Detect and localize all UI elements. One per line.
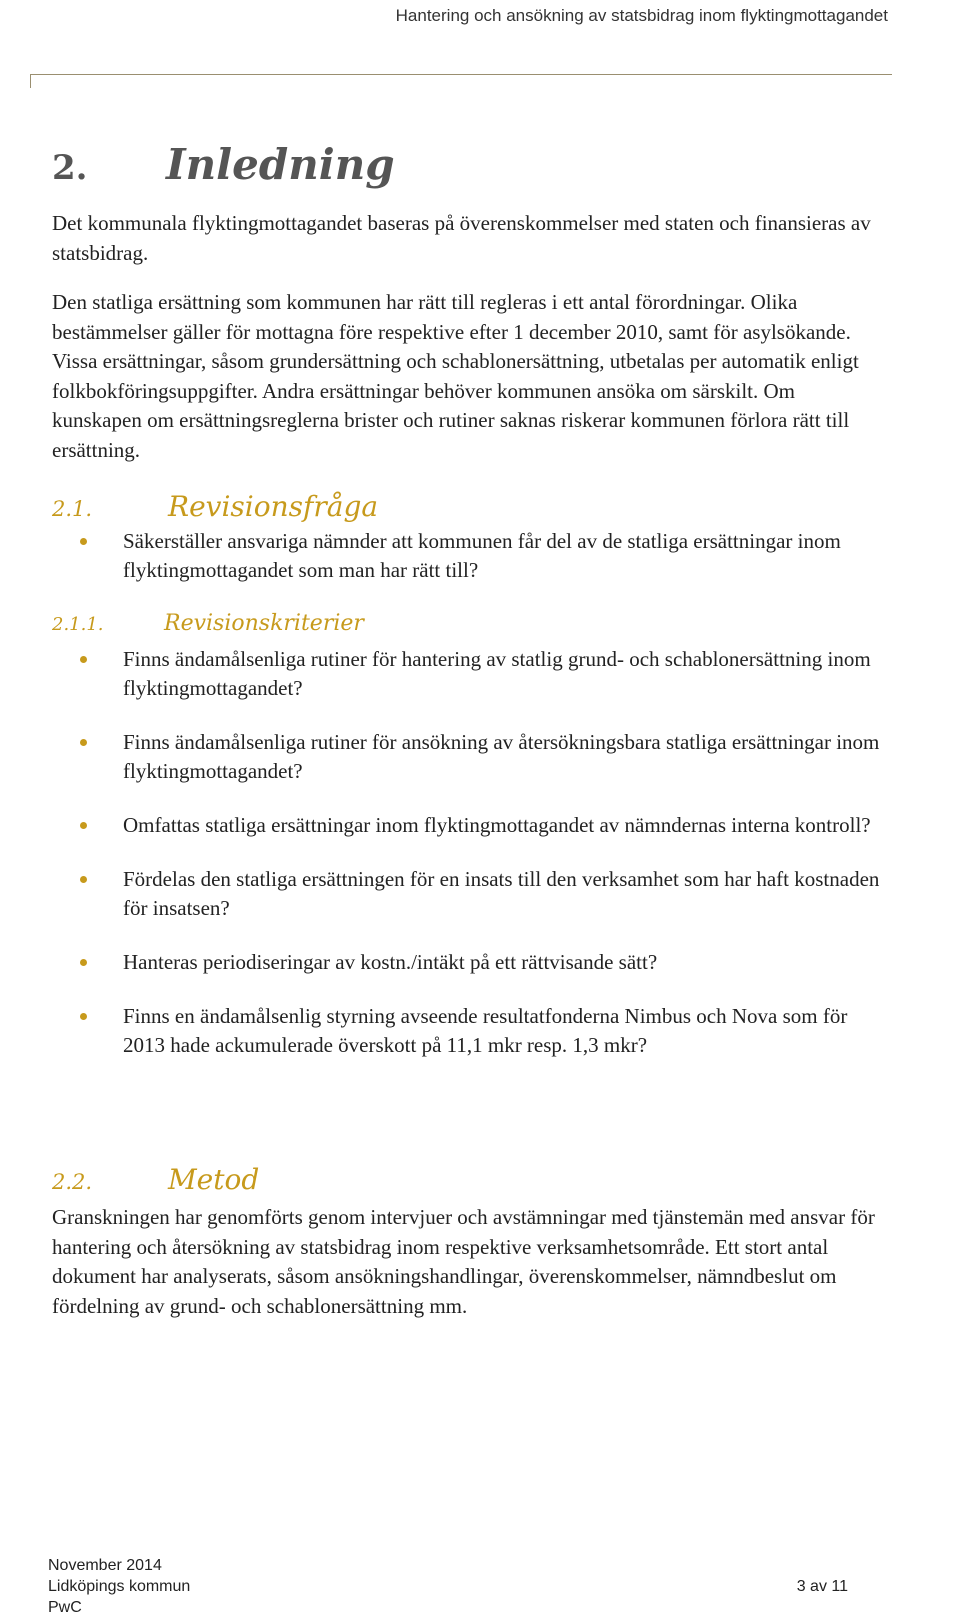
subsection-title: Revisionsfråga: [168, 490, 379, 523]
header-rule-tick: [30, 74, 31, 88]
bullet-icon: [80, 822, 87, 829]
subsection-number: 2.2.: [52, 1170, 93, 1194]
page-number: 3 av 11: [796, 1578, 848, 1595]
list-item-text: Finns ändamålsenliga rutiner för hantering av statlig grund- och schablonersättning inom flyktingmottagandet?: [123, 647, 871, 700]
header-rule: [30, 74, 892, 75]
list-item-text: Finns ändamålsenliga rutiner för ansökning av återsökningsbara statliga ersättningar inom flyktingmottagandet?: [123, 730, 880, 783]
list-item: [80, 1002, 880, 1060]
section-title: Inledning: [166, 140, 395, 189]
footer-date: November 2014: [48, 1557, 162, 1574]
footer-company: PwC: [48, 1599, 82, 1616]
subsection-number: 2.1.: [52, 497, 93, 521]
list-item: [80, 728, 880, 786]
subsection-title: Metod: [168, 1163, 260, 1196]
list-item-text: Fördelas den statliga ersättningen för en insats till den verksamhet som har haft kostnaden för insatsen?: [123, 867, 880, 920]
revisionsfraga-list: [80, 527, 880, 585]
bullet-icon: [80, 656, 87, 663]
list-item: [80, 811, 880, 840]
bullet-icon: [80, 876, 87, 883]
subsection-heading-metod: [52, 1163, 259, 1196]
running-header: Hantering och ansökning av statsbidrag inom flyktingmottagandet: [395, 6, 888, 25]
section-number: 2.: [52, 148, 88, 188]
list-item-text: Finns en ändamålsenlig styrning avseende resultatfonderna Nimbus och Nova som för 2013 hade ackumulerade överskott på 11,1 mkr resp. 1,3 mkr?: [123, 1004, 848, 1057]
subsection-heading-revisionskriterier: [52, 611, 364, 636]
footer: [48, 1555, 190, 1618]
list-item-text: Omfattas statliga ersättningar inom flyktingmottagandet av nämndernas interna kontroll?: [123, 813, 871, 837]
intro-paragraph-2: [52, 288, 882, 465]
footer-organisation: Lidköpings kommun: [48, 1578, 191, 1595]
section-heading-inledning: [52, 140, 395, 189]
revisionskriterier-list: [80, 645, 880, 1060]
bullet-icon: [80, 538, 87, 545]
list-item: [80, 527, 880, 585]
subsection-heading-revisionsfraga: [52, 490, 378, 523]
bullet-icon: [80, 959, 87, 966]
list-item-text: Hanteras periodiseringar av kostn./intäkt på ett rättvisande sätt?: [123, 950, 658, 974]
paragraph-text: Det kommunala flyktingmottagandet baseras på överenskommelser med staten och finansieras av statsbidrag.: [52, 211, 871, 265]
list-item: [80, 865, 880, 923]
metod-paragraph: [52, 1203, 882, 1321]
subsection-number: 2.1.1.: [52, 614, 104, 635]
intro-paragraph-1: [52, 209, 882, 268]
paragraph-text: Granskningen har genomförts genom intervjuer och avstämningar med tjänstemän med ansvar för hantering och återsökning av statsbidrag inom respektive verksamhetsområde. Ett stort antal dokument har analyserats, såsom ansökningshandlingar, överenskommelser, nämndbeslut om fördelning av grund- och schablonersättning mm.: [52, 1205, 875, 1318]
list-item: [80, 948, 880, 977]
bullet-icon: [80, 1013, 87, 1020]
bullet-icon: [80, 739, 87, 746]
list-item-text: Säkerställer ansvariga nämnder att kommunen får del av de statliga ersättningar inom flyktingmottagandet som man har rätt till?: [123, 529, 841, 582]
paragraph-text: Den statliga ersättning som kommunen har rätt till regleras i ett antal förordningar. Olika bestämmelser gäller för mottagna före respektive efter 1 december 2010, samt för asylsökande. Vissa ersättningar, såsom grundersättning och schablonersättning, utbetalas per automatik enligt folkbokföringsuppgifter. Andra ersättningar behöver kommunen ansöka om särskilt. Om kunskapen om ersättningsreglerna brister och rutiner saknas riskerar kommunen förlora rätt till ersättning.: [52, 290, 859, 462]
subsection-title: Revisionskriterier: [164, 611, 364, 636]
list-item: [80, 645, 880, 703]
